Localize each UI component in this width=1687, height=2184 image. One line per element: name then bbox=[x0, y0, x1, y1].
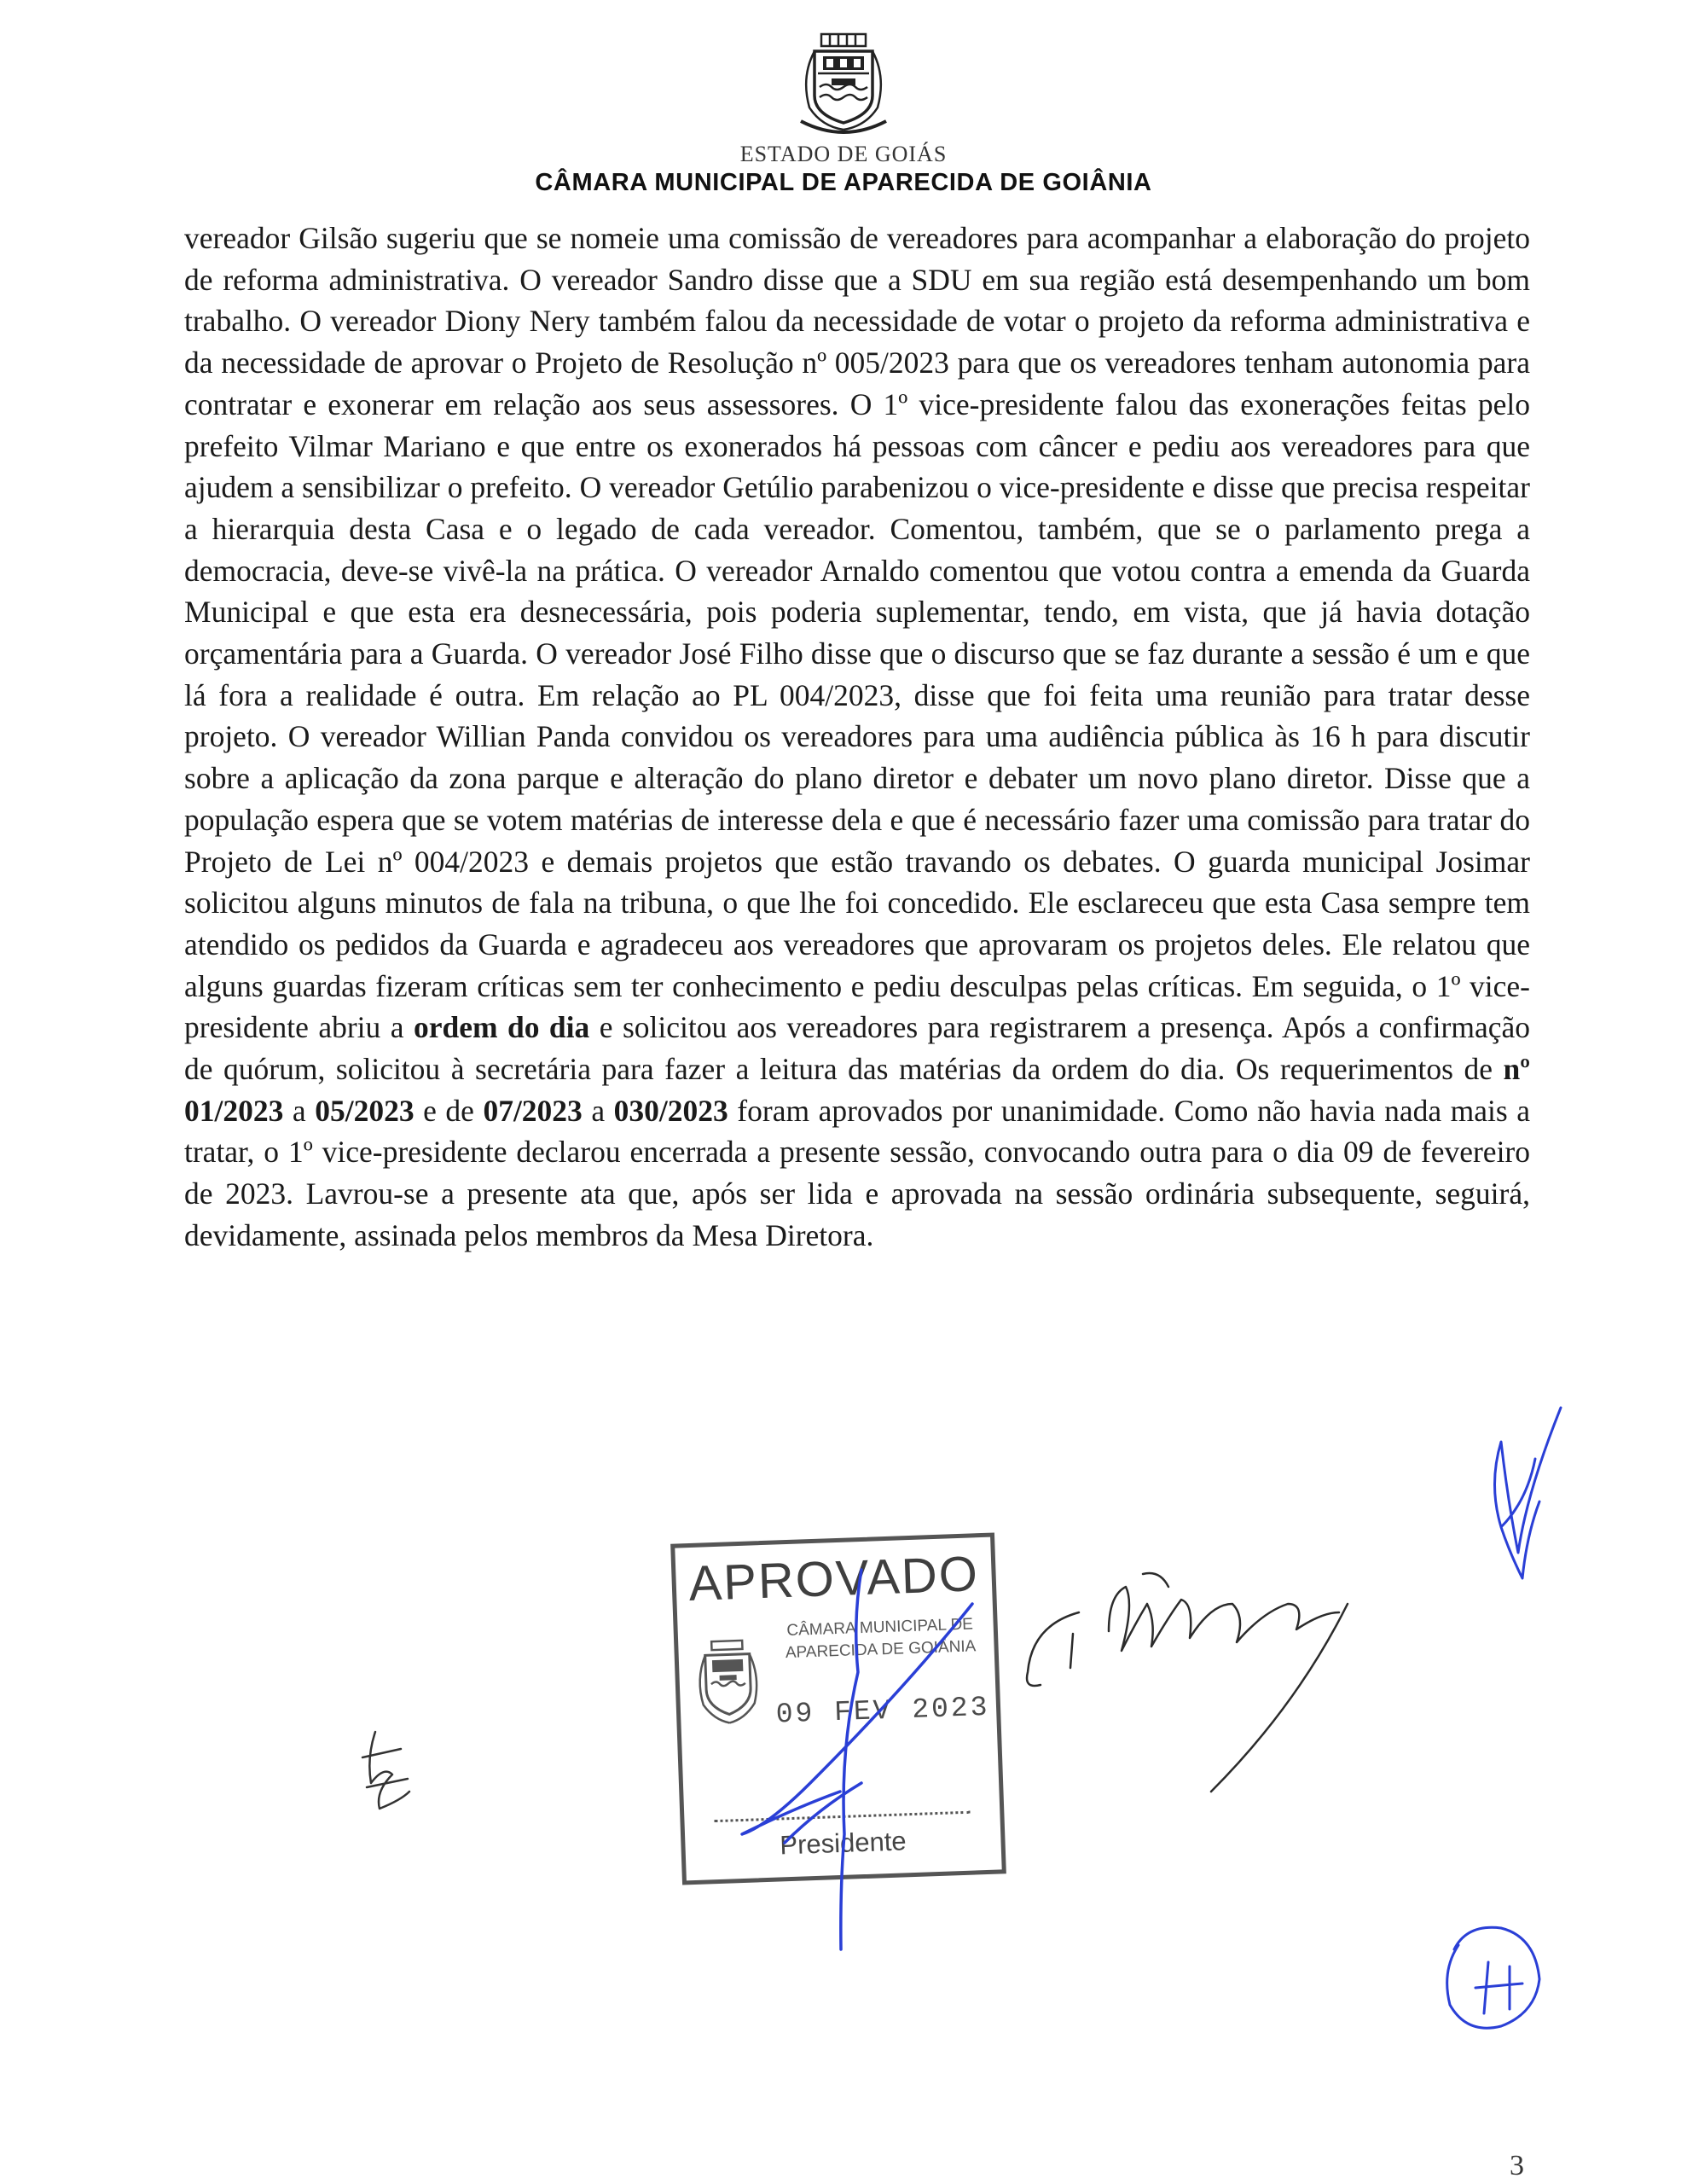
bold-requirement-number: 07/2023 bbox=[483, 1093, 583, 1128]
signature-top-right bbox=[1495, 1408, 1562, 1578]
page-number: 3 bbox=[1510, 2150, 1524, 2181]
body-text-segment: vereador Gilsão sugeriu que se nomeie uma comissão de vereadores para acompanhar a elaboração do projeto de reforma administrativa. O vereador Sandro disse que a SDU em sua região está desempenhando um bom trabalho. O vereador Diony Nery também falou da necessidade de votar o projeto da reforma administrativa e da necessidade de aprovar o Projeto de Resolução nº 005/2023 para que os vereadores tenham autonomia para contratar e exonerar em relação aos seus assessores. O 1º vice-presidente falou das exonerações feitas pelo prefeito Vilmar Mariano e que entre os exonerados há pessoas com câncer e pediu aos vereadores para que ajudem a sensibilizar o prefeito. O vereador Getúlio parabenizou o vice-presidente e disse que precisa respeitar a hierarquia desta Casa e o legado de cada vereador. Comentou, também, que se o parlamento prega a democracia, deve-se vivê-la na prática. O vereador Arnaldo comentou que votou contra a emenda da Guarda Municipal e que esta era desnecessária, pois poderia suplementar, tendo, em vista, que já havia dotação orçamentária para a Guarda. O vereador José Filho disse que o discurso que se faz durante a sessão é um e que lá fora a realidade é outra. Em relação ao PL 004/2023, disse que foi feita uma reunião para tratar desse projeto. O vereador Willian Panda convidou os vereadores para uma audiência pública às 16 h para discutir sobre a aplicação da zona parque e alteração do plano diretor e debater um novo plano diretor. Disse que a população espera que se votem matérias de interesse dela e que é necessário fazer uma comissão para tratar do Projeto de Lei nº 004/2023 e demais projetos que estão travando os debates. O guarda municipal Josimar solicitou alguns minutos de fala na tribuna, o que lhe foi concedido. Ele esclareceu que esta Casa sempre tem atendido os pedidos da Guarda e agradeceu aos vereadores que aprovaram os projetos deles. Ele relatou que alguns guardas fizeram críticas sem ter conhecimento e pediu desculpas pelas críticas. Em seguida, o 1º vice-presidente abriu a bbox=[184, 221, 1530, 1045]
bold-ordem-do-dia: ordem do dia bbox=[413, 1010, 590, 1045]
small-coat-of-arms-icon bbox=[693, 1635, 764, 1731]
bold-requirement-number: nº 01/2023 bbox=[184, 1052, 1530, 1128]
stamp-chamber-line: CÂMARA MUNICIPAL DE bbox=[786, 1615, 974, 1641]
body-text-segment: e solicitou aos vereadores para registrarem a presença. Após a confirmação de quórum, solicitou à secretária para fazer a leitura das matérias da ordem do dia. Os requerimentos de bbox=[184, 1010, 1530, 1087]
bold-requirement-number: 05/2023 bbox=[315, 1093, 415, 1128]
signature-pencil-right bbox=[1027, 1573, 1348, 1792]
municipal-coat-of-arms-icon bbox=[792, 26, 895, 136]
body-text-segment: foram aprovados por unanimidade. Como não havia nada mais a tratar, o 1º vice-presidente declarou encerrada a presente sessão, convocando outra para o dia 09 de fevereiro de 2023. Lavrou-se a presente ata que, após ser lida e aprovada na sessão ordinária subsequente, seguirá, devidamente, assinada pelos membros da Mesa Diretora. bbox=[184, 1093, 1531, 1252]
stamp-city-line: APARECIDA DE GOIÂNIA bbox=[785, 1637, 977, 1663]
stamp-date: 09 FEV 2023 bbox=[775, 1691, 991, 1731]
stamp-title: APROVADO bbox=[687, 1546, 980, 1612]
minutes-paragraph bbox=[184, 218, 1530, 1257]
document-header bbox=[0, 26, 1687, 197]
chamber-name: CÂMARA MUNICIPAL DE APARECIDA DE GOIÂNIA bbox=[535, 169, 1152, 196]
body-text-segment: a bbox=[283, 1093, 316, 1128]
bold-requirement-number: 030/2023 bbox=[613, 1093, 728, 1128]
state-name: ESTADO DE GOIÁS bbox=[739, 142, 948, 166]
approval-stamp bbox=[670, 1532, 1006, 1885]
body-text-segment: e de bbox=[414, 1093, 484, 1128]
signature-bottom-right bbox=[1447, 1927, 1539, 2028]
minutes-body bbox=[184, 218, 1530, 1257]
stamp-role: Presidente bbox=[779, 1826, 907, 1861]
body-text-segment: a bbox=[582, 1093, 614, 1128]
signature-left-initials bbox=[362, 1732, 409, 1809]
